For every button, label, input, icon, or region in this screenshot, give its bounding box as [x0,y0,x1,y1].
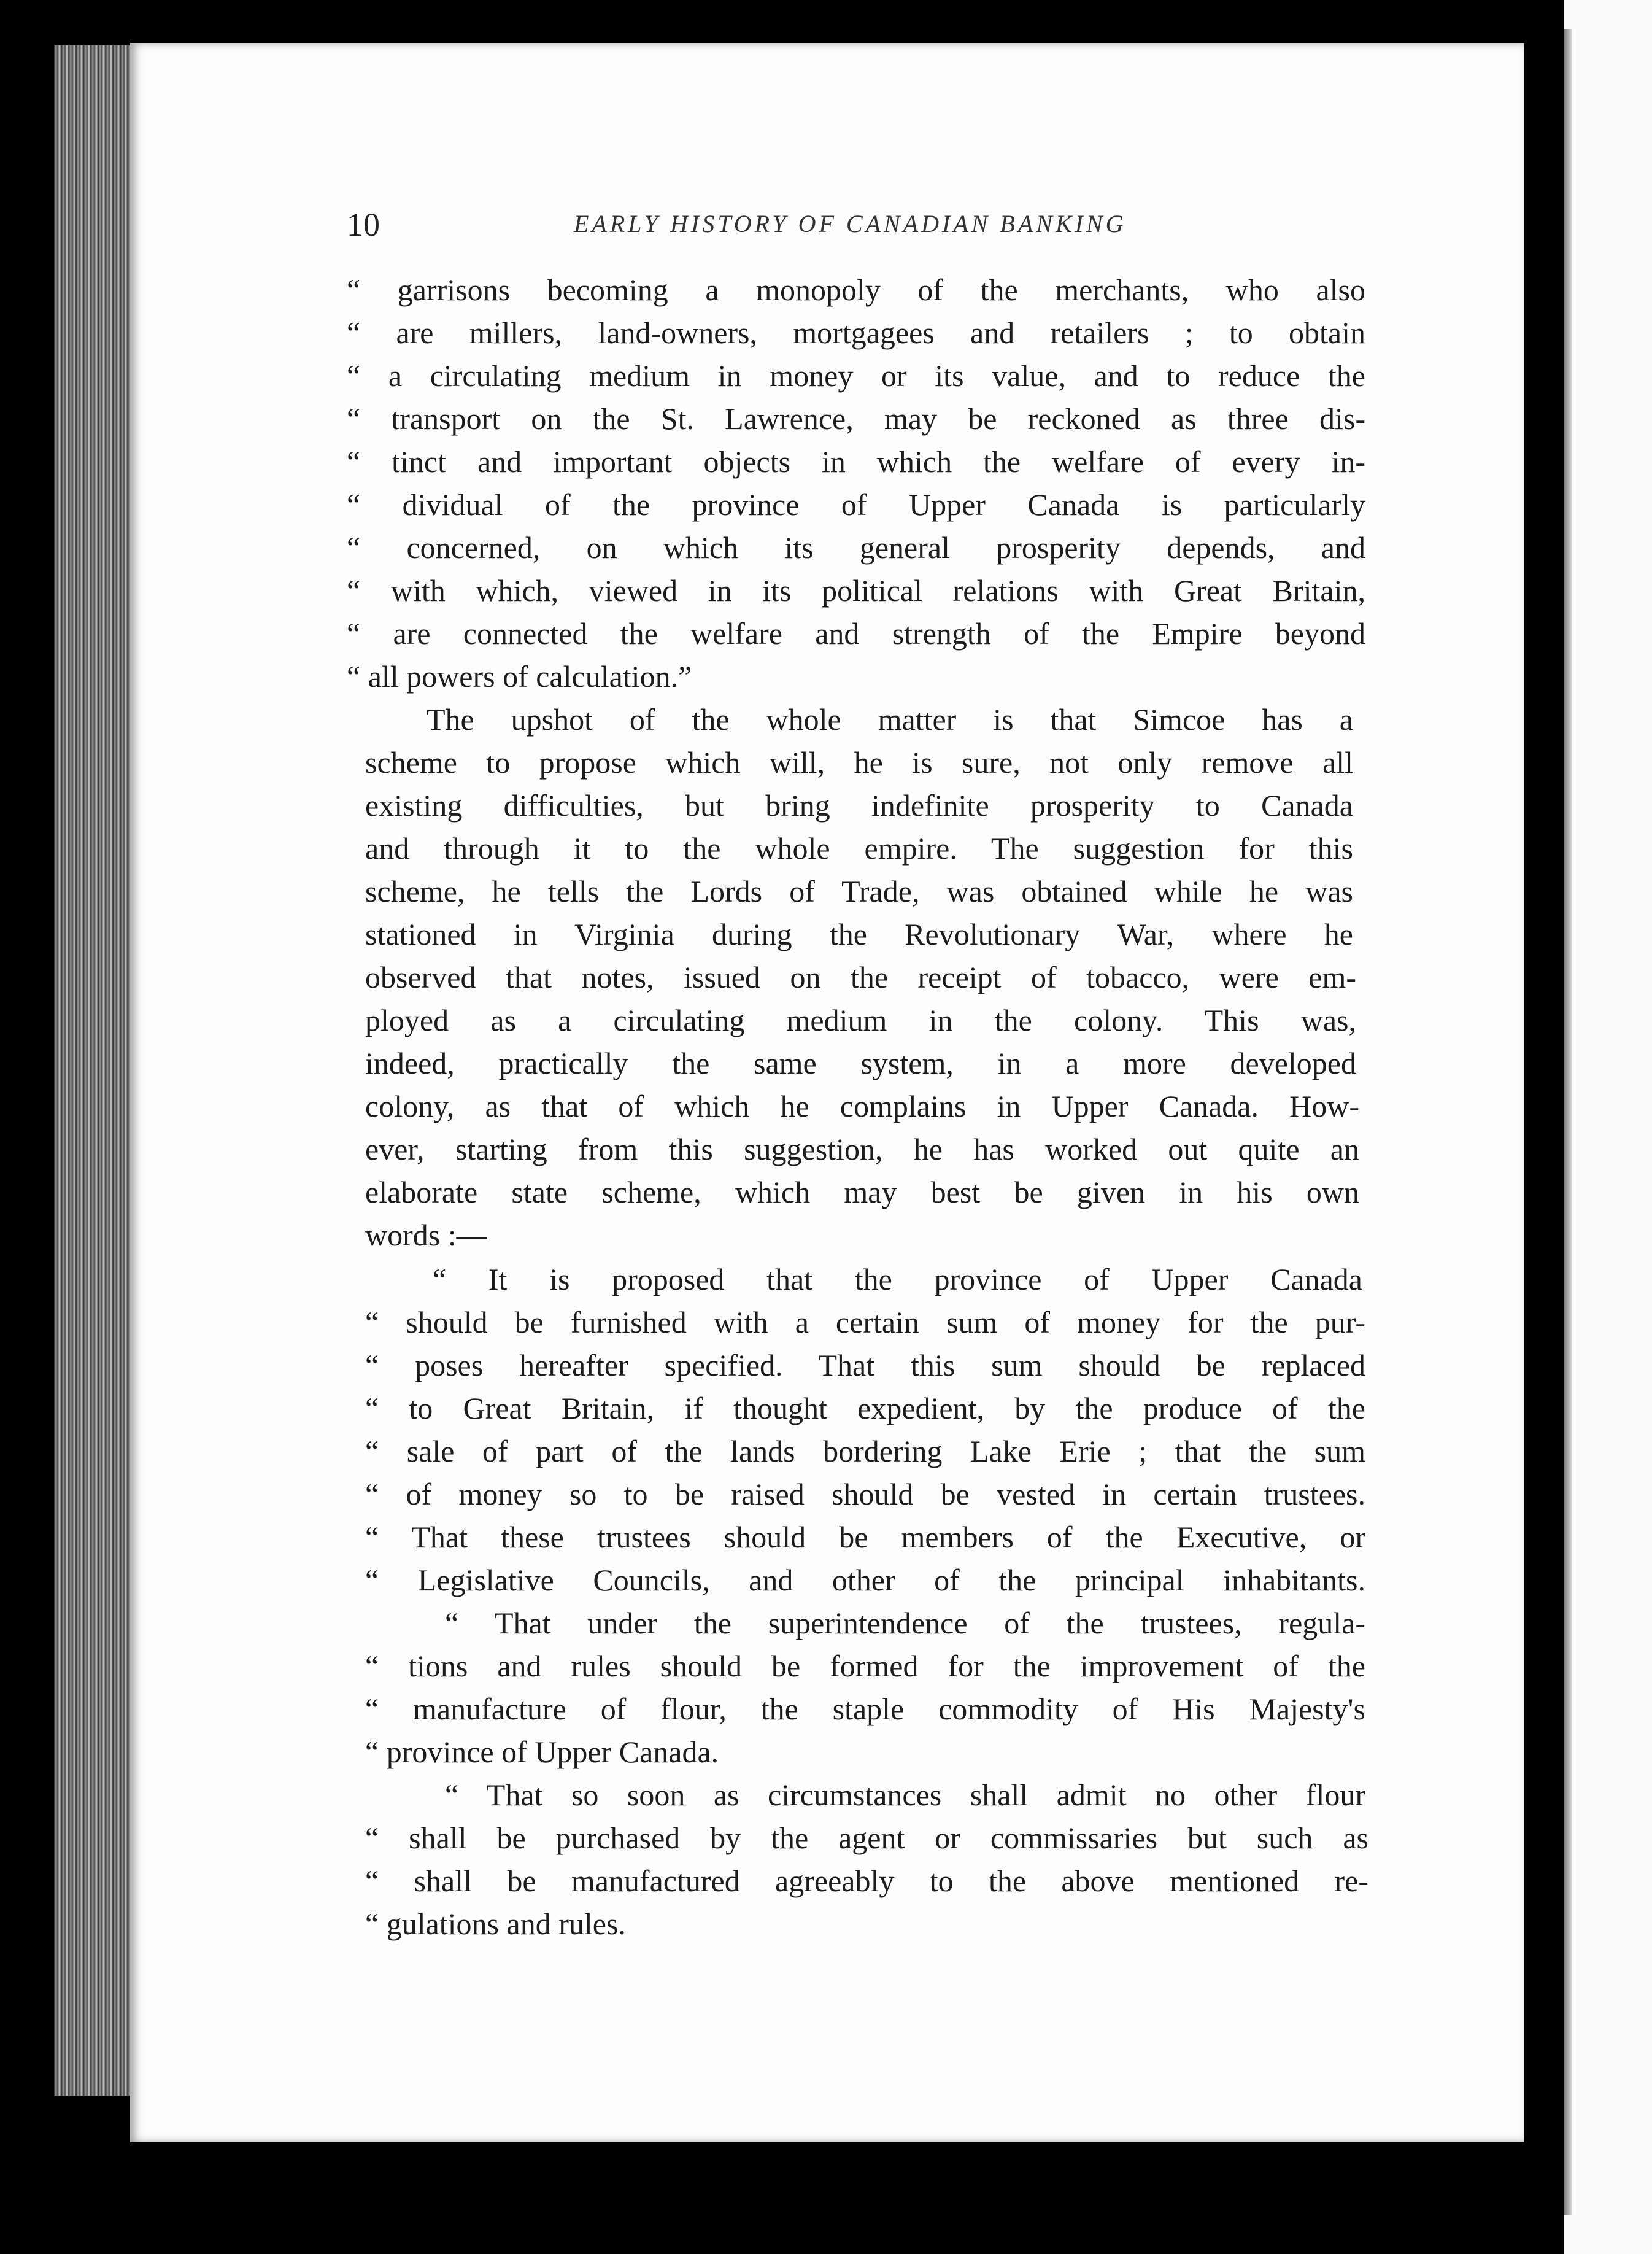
text-line: “ sale of part of the lands bordering Lake Erie ; that the sum [365,1434,1365,1468]
text-line: “ province of Upper Canada. [365,1735,719,1769]
text-line: “ with which, viewed in its political relations with Great Britain, [347,573,1365,608]
text-line: “ transport on the St. Lawrence, may be reckoned as three dis- [347,401,1365,436]
text-line: “ should be furnished with a certain sum of money for the pur- [365,1305,1365,1339]
quote-first-line: “ That so soon as circumstances shall admit no other flour [445,1778,1365,1812]
text-line: indeed, practically the same system, in a more developed [365,1046,1356,1080]
text-line: and through it to the whole empire. The suggestion for this [365,831,1353,866]
running-title: EARLY HISTORY OF CANADIAN BANKING [574,210,1127,238]
text-line: “ gulations and rules. [365,1907,626,1941]
text-line: “ are connected the welfare and strength of the Empire beyond [347,616,1365,651]
text-line: scheme to propose which will, he is sure, not only remove all [365,745,1353,780]
paragraph-first-line: The upshot of the whole matter is that Simcoe has a [427,702,1353,737]
text-line: “ That these trustees should be members of the Executive, or [365,1520,1365,1554]
quote-first-line: “ That under the superintendence of the trustees, regula- [445,1606,1365,1640]
text-line: “ concerned, on which its general prosperity depends, and [347,530,1365,565]
text-line: “ tions and rules should be formed for the improvement of the [365,1649,1365,1683]
text-line: stationed in Virginia during the Revolutionary War, where he [365,917,1353,951]
text-line: colony, as that of which he complains in Upper Canada. How- [365,1089,1359,1123]
text-line: “ shall be purchased by the agent or commissaries but such as [365,1821,1368,1855]
text-line: “ of money so to be raised should be vested in certain trustees. [365,1477,1365,1511]
page-number: 10 [347,206,380,243]
text-line: observed that notes, issued on the receipt of tobacco, were em- [365,960,1356,994]
text-line: “ shall be manufactured agreeably to the above mentioned re- [365,1864,1368,1898]
facing-page-edge [1564,0,1652,2254]
text-line: “ poses hereafter specified. That this sum should be replaced [365,1348,1365,1382]
text-line: “ to Great Britain, if thought expedient, by the produce of the [365,1391,1365,1425]
text-line: “ are millers, land-owners, mortgagees and retailers ; to obtain [347,316,1365,350]
text-line: “ manufacture of flour, the staple commodity of His Majesty's [365,1692,1365,1726]
running-head [347,206,1181,249]
text-line: “ dividual of the province of Upper Canada is particularly [347,487,1365,522]
text-line: “ Legislative Councils, and other of the principal inhabitants. [365,1563,1365,1597]
text-line: existing difficulties, but bring indefinite prosperity to Canada [365,788,1353,823]
quote-first-line: “ It is proposed that the province of Upper Canada [433,1262,1362,1296]
text-line: “ all powers of calculation.” [347,659,692,694]
text-line: ever, starting from this suggestion, he has worked out quite an [365,1132,1359,1166]
text-line: “ a circulating medium in money or its value, and to reduce the [347,358,1365,393]
text-line: ployed as a circulating medium in the colony. This was, [365,1003,1356,1037]
facing-page-shadow [1564,29,1572,2215]
text-line: “ tinct and important objects in which the welfare of every in- [347,444,1365,479]
text-line: elaborate state scheme, which may best be given in his own [365,1175,1359,1209]
text-line: “ garrisons becoming a monopoly of the merchants, who also [347,273,1365,307]
text-line: scheme, he tells the Lords of Trade, was obtained while he was [365,874,1353,908]
book-page-edges [54,45,134,2096]
text-line: words :— [365,1218,487,1252]
